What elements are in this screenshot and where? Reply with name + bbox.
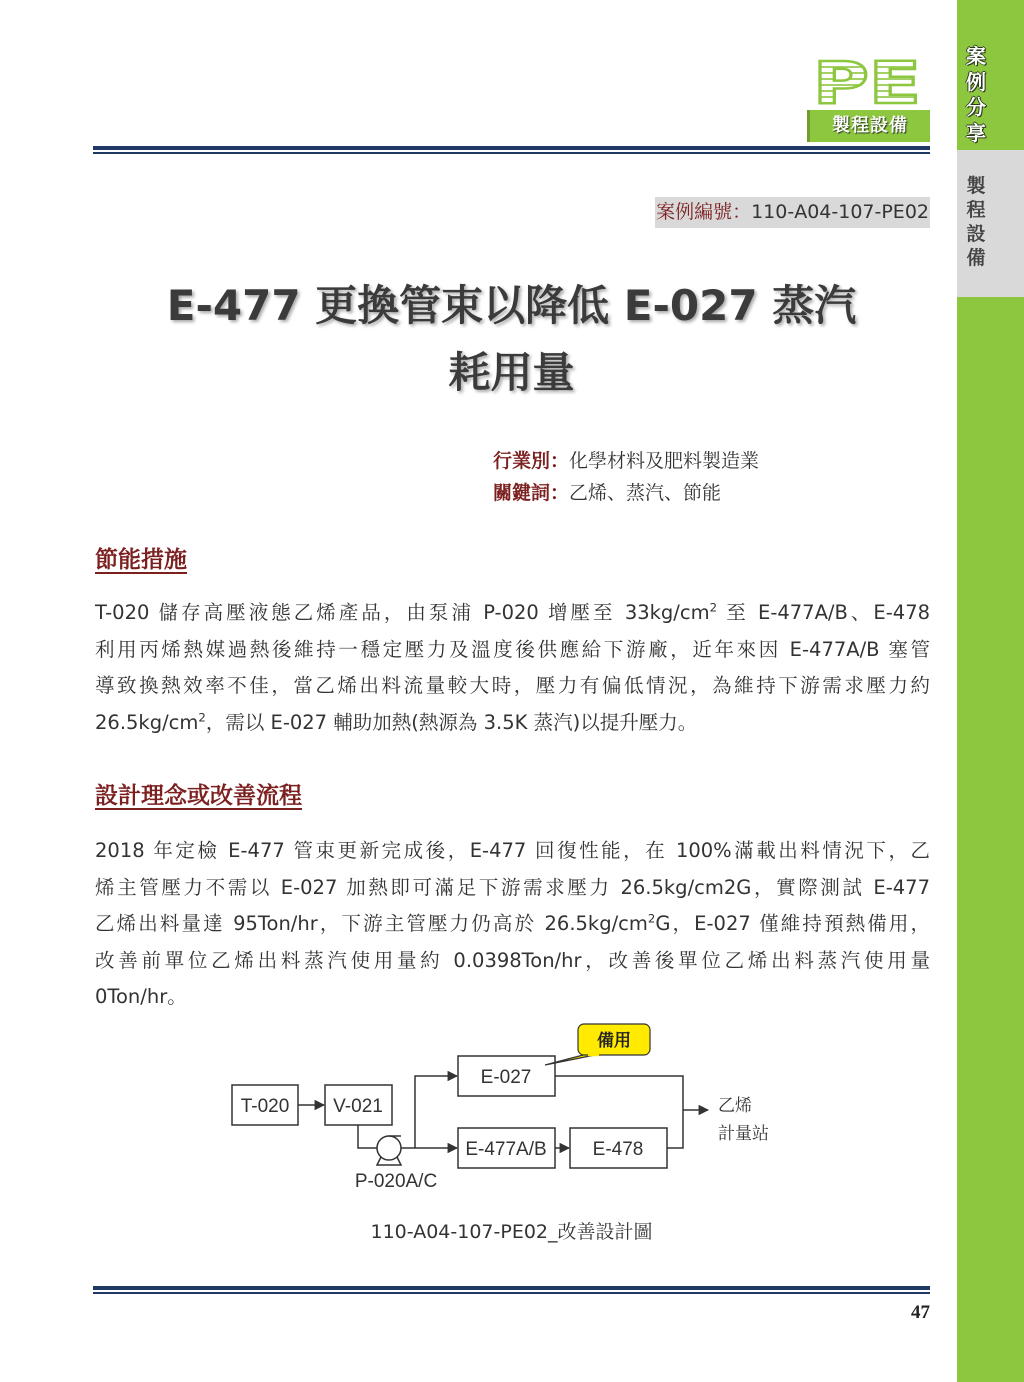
flow-v021-to-pump <box>358 1125 377 1148</box>
flow-branch-to-e027 <box>415 1076 457 1148</box>
page-title-line-1: E-477 更換管束以降低 E-027 蒸汽 <box>166 281 857 330</box>
measures-paragraph <box>95 595 930 741</box>
case-meta <box>493 445 759 509</box>
section-heading-design: 設計理念或改善流程 <box>95 783 302 809</box>
keywords-value: 乙烯、蒸汽、節能 <box>569 482 722 504</box>
paragraph-line <box>95 632 930 669</box>
paragraph-line <box>95 906 930 943</box>
pump-icon <box>377 1136 401 1160</box>
paragraph-line <box>95 870 930 907</box>
superscript: 2 <box>647 911 656 926</box>
text-run: 0Ton/hr。 <box>95 985 187 1008</box>
node-label-t020: T-020 <box>240 1096 290 1117</box>
case-number-value: 110-A04-107-PE02 <box>751 201 929 223</box>
design-paragraph <box>95 833 930 1016</box>
text-run: 烯主管壓力不需以 E-027 加熱即可滿足下游需求壓力 26.5kg/cm2G，實際測試 E-477 <box>95 875 930 899</box>
paragraph-line <box>95 595 930 632</box>
paragraph-line <box>95 833 930 870</box>
footer-rule-thin <box>93 1292 930 1294</box>
industry-label: 行業別： <box>493 450 570 472</box>
page-number: 47 <box>911 1302 930 1323</box>
outlet-label-line-1: 乙烯 <box>718 1096 752 1116</box>
keywords-label: 關鍵詞： <box>493 482 570 504</box>
section-badge: 製程設備 <box>810 110 930 142</box>
node-label-v021: V-021 <box>333 1096 383 1117</box>
node-label-e027: E-027 <box>480 1067 532 1088</box>
footer-rule-thick <box>93 1286 930 1290</box>
paragraph-line <box>95 705 930 742</box>
text-run: 至 E-477A/B、E-478 <box>717 601 931 624</box>
paragraph-line <box>95 668 930 705</box>
diagram-caption: 110-A04-107-PE02_改善設計圖 <box>370 1221 653 1243</box>
superscript: 2 <box>198 710 206 724</box>
text-run: 乙烯出料量達 95Ton/hr，下游主管壓力仍高於 26.5kg/cm <box>95 912 648 935</box>
node-label-e478: E-478 <box>592 1139 644 1160</box>
side-section-label: 製程設備 <box>966 175 986 269</box>
paragraph-line <box>95 943 930 980</box>
text-run: T-020 儲存高壓液態乙烯產品，由泵浦 P-020 增壓至 33kg/cm <box>95 601 710 624</box>
case-number <box>655 197 930 228</box>
section-heading-measures: 節能措施 <box>95 547 187 573</box>
text-run: 導致換熱效率不佳，當乙烯出料流量較大時，壓力有偏低情況，為維持下游需求壓力約 <box>95 674 930 697</box>
header-rule-thick <box>93 146 930 150</box>
text-run: G，E-027 僅維持預熱備用， <box>655 912 930 935</box>
text-run: 利用丙烯熱媒過熱後維持一穩定壓力及溫度後供應給下游廠，近年來因 E-477A/B 塞管 <box>95 637 930 661</box>
process-flow-diagram <box>0 1010 1024 1210</box>
pe-logo-text: PE <box>813 58 921 108</box>
text-run: 26.5kg/cm <box>95 710 199 734</box>
side-category-label: 案例分享 <box>966 44 986 145</box>
outlet-label-line-2: 計量站 <box>718 1124 769 1144</box>
side-section-tab <box>957 150 1024 297</box>
pump-label: P-020A/C <box>354 1171 438 1192</box>
text-run: ，需以 E-027 輔助加熱(熱源為 3.5K 蒸汽)以提升壓力。 <box>205 710 698 734</box>
industry-value: 化學材料及肥料製造業 <box>569 450 760 472</box>
header-rule-thin <box>93 152 930 154</box>
industry-row <box>493 445 759 477</box>
text-run: 2018 年定檢 E-477 管束更新完成後，E-477 回復性能，在 100%滿載出料情況下，乙 <box>95 839 930 862</box>
keywords-row <box>493 477 759 509</box>
case-number-label: 案例編號： <box>656 201 752 223</box>
page-title-line-2: 耗用量 <box>448 348 575 397</box>
pe-logo <box>810 58 925 108</box>
standby-callout-text: 備用 <box>597 1031 631 1051</box>
superscript: 2 <box>709 600 718 615</box>
text-run: 改善前單位乙烯出料蒸汽使用量約 0.0398Ton/hr，改善後單位乙烯出料蒸汽使用量 <box>95 948 930 972</box>
node-label-e477: E-477A/B <box>465 1139 547 1160</box>
